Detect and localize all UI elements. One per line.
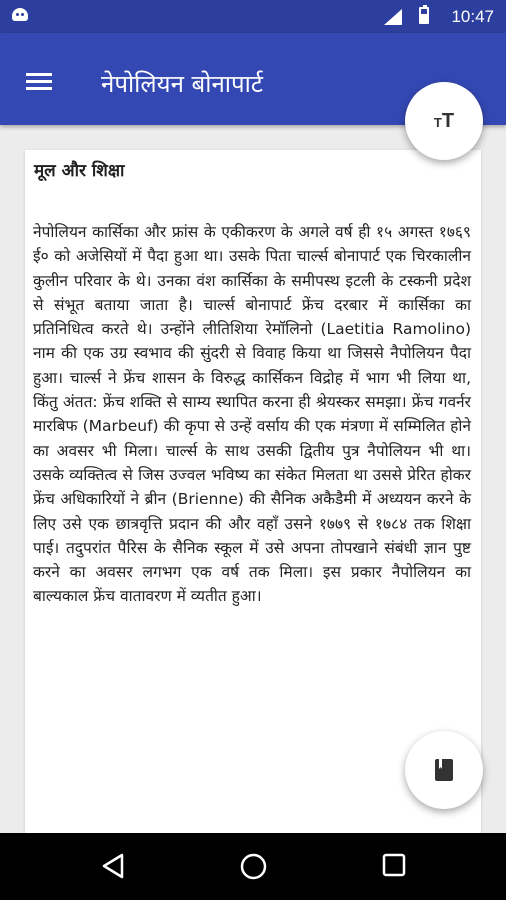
signal-icon — [384, 9, 402, 25]
app-title: नेपोलियन बोनापार्ट — [101, 70, 263, 98]
status-bar — [0, 0, 506, 33]
battery-icon — [419, 7, 429, 24]
android-notification-icon — [12, 8, 28, 21]
navigation-bar — [0, 833, 506, 900]
back-triangle-icon[interactable] — [101, 853, 125, 879]
section-heading: मूल और शिक्षा — [34, 161, 125, 181]
recents-square-icon[interactable] — [382, 853, 406, 877]
hamburger-menu-icon[interactable] — [26, 73, 52, 91]
text-size-button[interactable] — [405, 82, 483, 160]
article-body: नेपोलियन कार्सिका और फ्रांस के एकीकरण के अगले वर्ष ही १५ अगस्त १७६९ ई० को अजेसियों में पैदा हुआ था। उसके पिता चार्ल्स बोनापार्ट एक चिरकालीन कुलीन परिवार के थे। उनका वंश कार्सिका के समीपस्थ इटली के टस्कनी प्रदेश से संभूत बताया जाता है। चार्ल्स बोनापार्ट फ्रेंच दरबार में कार्सिका का प्रतिनिधित्व करते थे। उन्होंने लीतिशिया रेमॉलिनो (Laetitia Ramolino) नाम की एक उग्र स्वभाव की सुंदरी से विवाह किया था जिससे नैपोलियन पैदा हुआ। चार्ल्स ने फ्रेंच शासन के विरुद्ध कार्सिकन विद्रोह में भाग भी लिया था, किंतु अंतत: फ्रेंच शक्ति से साम्य स्थापित करना ही श्रेयस्कर समझा। फ्रेंच गवर्नर मारबिफ (Marbeuf) की कृपा से उन्हें वर्साय की एक मंत्रणा में सम्मिलित होने का अवसर भी मिला। चार्ल्स के साथ उसकी द्वितीय पुत्र नैपोलियन भी था। उसके व्यक्तित्व से जिस उज्वल भविष्य का संकेत मिलता था उससे प्रेरित होकर फ्रेंच अधिकारियों ने ब्रीन (Brienne) की सैनिक अकैडैमी में अध्ययन करने के लिए उसे एक छात्रवृत्ति प्रदान की और वहाँ उसने १७७९ से १७८४ तक शिक्षा पाई। तदुपरांत पैरिस के सैनिक स्कूल में उसे अपना तोपखाने संबंधी ज्ञान पुष्ट करने का अवसर लगभग एक वर्ष तक मिला। इस प्रकार नैपोलियन का बाल्यकाल फ्रेंच वातावरण में व्यतीत हुआ। — [33, 223, 471, 606]
article-card — [25, 150, 481, 840]
status-time: 10:47 — [451, 7, 494, 26]
text-size-icon: TT — [433, 110, 455, 132]
home-circle-icon[interactable] — [240, 853, 267, 880]
book-button[interactable] — [405, 731, 483, 809]
book-icon — [433, 758, 455, 782]
